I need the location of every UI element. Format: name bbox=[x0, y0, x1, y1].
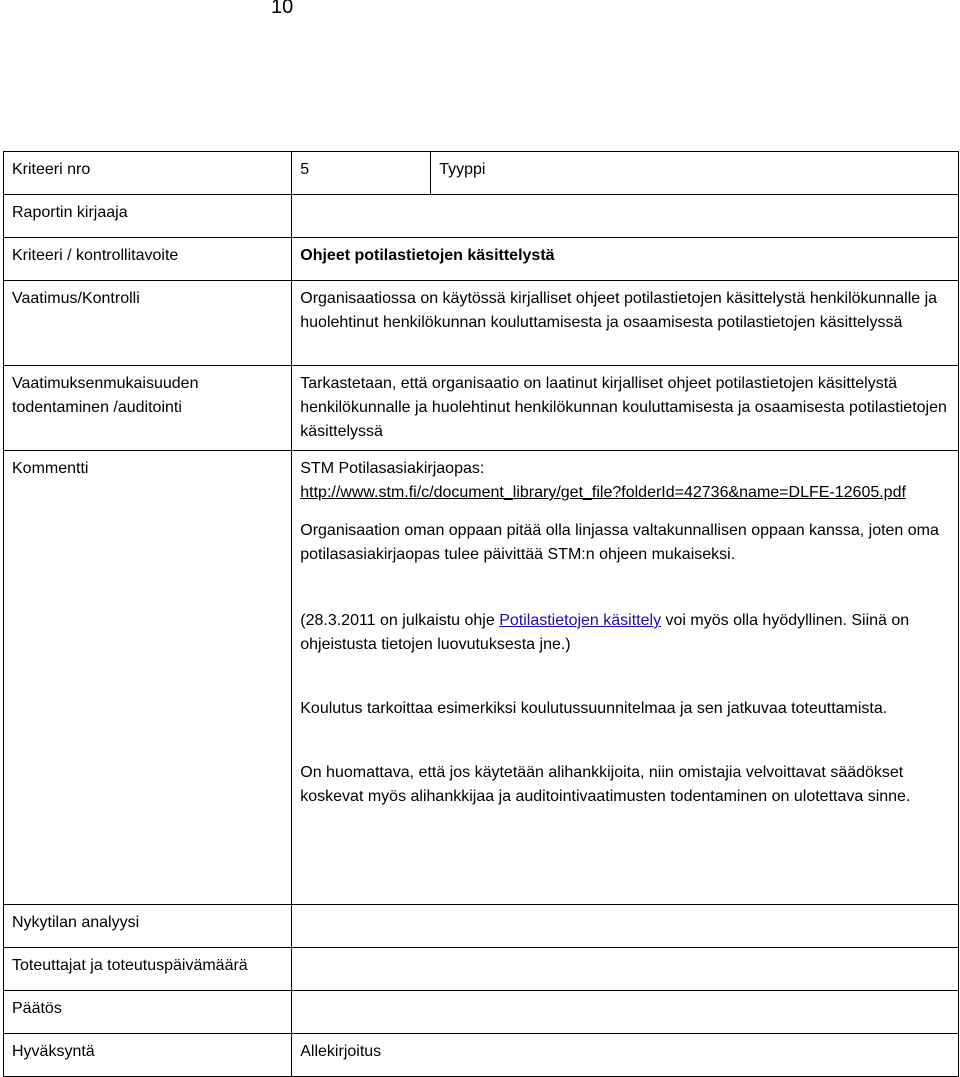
comment-row bbox=[4, 451, 959, 905]
objective-label: Kriteeri / kontrollitavoite bbox=[4, 238, 292, 281]
paragraph-2-before: (28.3.2011 on julkaistu ohje bbox=[300, 612, 500, 629]
patient-data-handling-link[interactable]: Potilastietojen käsittely bbox=[499, 612, 662, 629]
page-number: 10 bbox=[271, 0, 294, 18]
objective-row bbox=[4, 238, 959, 281]
signature-label: Allekirjoitus bbox=[292, 1034, 959, 1077]
comment-paragraph-3: Koulutus tarkoittaa esimerkiksi koulutussuunnitelmaa ja sen jatkuvaa toteuttamista. bbox=[300, 700, 888, 717]
reporter-row bbox=[4, 195, 959, 238]
verification-value: Tarkastetaan, että organisaatio on laatinut kirjalliset ohjeet potilastietojen käsittelystä henkilökunnalle ja huolehtinut henkilökunnan kouluttamisesta ja osaamisesta potilastietojen käsittelyssä bbox=[292, 366, 959, 451]
criterion-row bbox=[4, 152, 959, 195]
paragraph-2-after: voi myös olla hyödyllinen. Siinä on ohjeistusta tietojen luovutuksesta jne.) bbox=[300, 612, 910, 653]
type-label: Tyyppi bbox=[431, 152, 959, 195]
requirement-label: Vaatimus/Kontrolli bbox=[4, 281, 292, 366]
criterion-number: 5 bbox=[292, 152, 431, 195]
comment-label: Kommentti bbox=[4, 451, 292, 905]
objective-value: Ohjeet potilastietojen käsittelystä bbox=[292, 238, 959, 281]
criterion-label: Kriteeri nro bbox=[4, 152, 292, 195]
analysis-label: Nykytilan analyysi bbox=[4, 905, 292, 948]
implementers-row bbox=[4, 948, 959, 991]
stm-guide-label: STM Potilasasiakirjaopas: bbox=[300, 460, 485, 477]
verification-label: Vaatimuksenmukaisuuden todentaminen /auditointi bbox=[4, 366, 292, 451]
analysis-row bbox=[4, 905, 959, 948]
requirement-row bbox=[4, 281, 959, 366]
analysis-value bbox=[292, 905, 959, 948]
decision-row bbox=[4, 991, 959, 1034]
decision-label: Päätös bbox=[4, 991, 292, 1034]
approval-label: Hyväksyntä bbox=[4, 1034, 292, 1077]
reporter-label: Raportin kirjaaja bbox=[4, 195, 292, 238]
reporter-value bbox=[292, 195, 959, 238]
requirement-value: Organisaatiossa on käytössä kirjalliset ohjeet potilastietojen käsittelystä henkilökunnalle ja huolehtinut henkilökunnan kouluttamisesta ja osaamisesta potilastietojen käsittelyssä bbox=[292, 281, 959, 366]
implementers-label: Toteuttajat ja toteutuspäivämäärä bbox=[4, 948, 292, 991]
verification-row bbox=[4, 366, 959, 451]
decision-value bbox=[292, 991, 959, 1034]
implementers-value bbox=[292, 948, 959, 991]
comment-paragraph-1: Organisaation oman oppaan pitää olla linjassa valtakunnallisen oppaan kanssa, joten oma potilasasiakirjaopas tulee päivittää STM:n ohjeen mukaiseksi. bbox=[300, 522, 939, 563]
stm-guide-link[interactable]: http://www.stm.fi/c/document_library/get_file?folderId=42736&name=DLFE-12605.pdf bbox=[300, 484, 906, 501]
comment-paragraph-4: On huomattava, että jos käytetään alihankkijoita, niin omistajia velvoittavat säädökset koskevat myös alihankkijaa ja auditointivaatimusten todentaminen on ulotettava sinne. bbox=[300, 764, 911, 805]
comment-value bbox=[292, 451, 959, 905]
criteria-form-table bbox=[3, 151, 959, 1077]
comment-paragraph-2 bbox=[300, 609, 950, 657]
